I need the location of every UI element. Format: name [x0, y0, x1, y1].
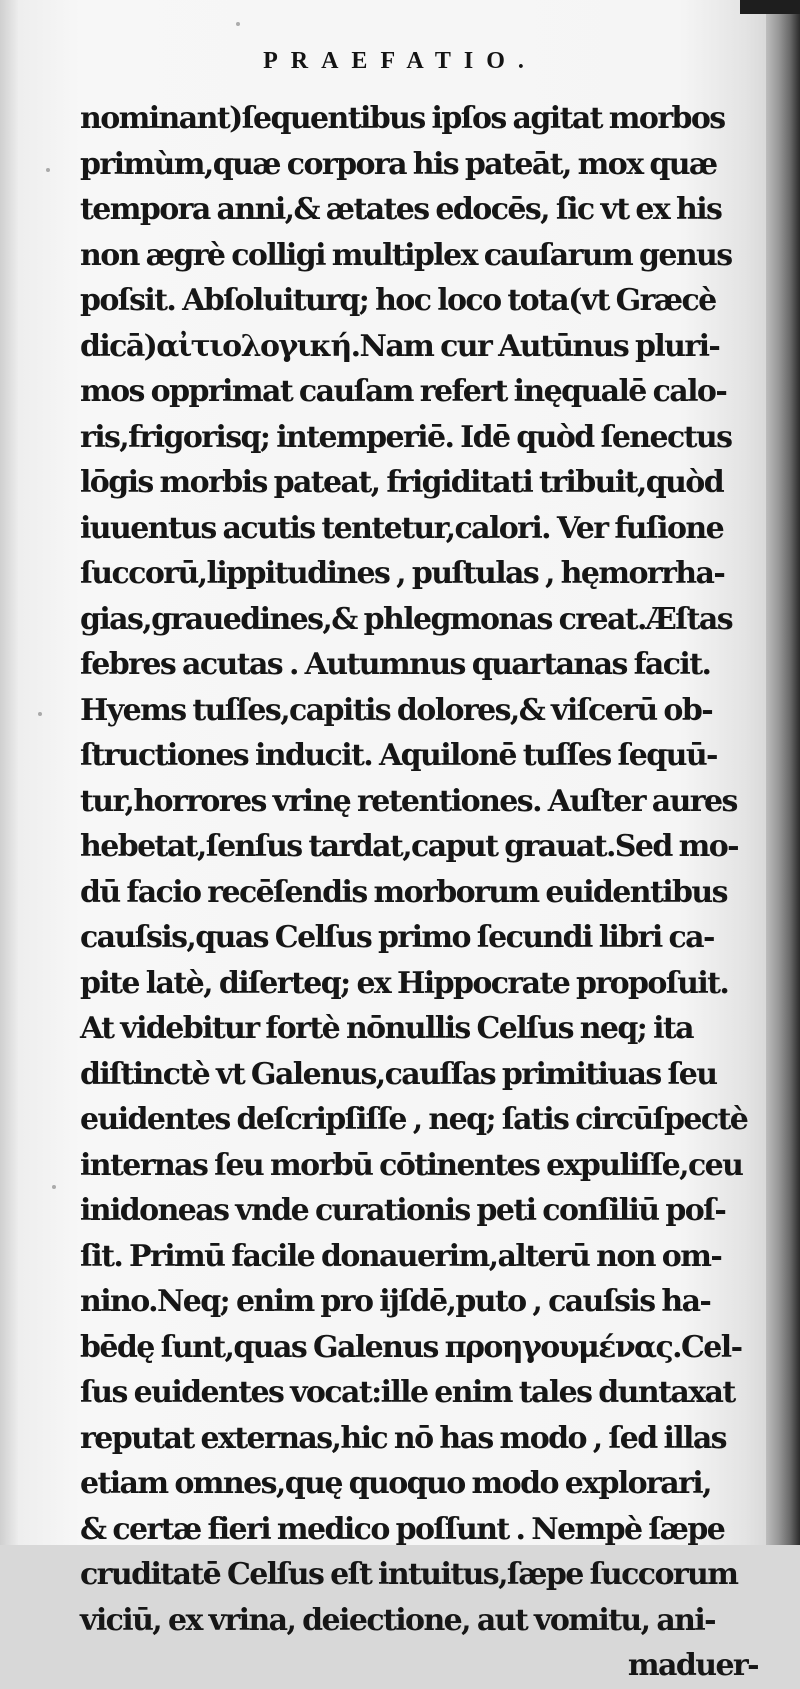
text-line: internas ſeu morbū cōtinentes expuliſſe,ceu [80, 1147, 743, 1183]
ink-speck [236, 22, 240, 26]
book-spine-top [740, 0, 800, 14]
catchword: maduer- [627, 1648, 758, 1683]
text-line: & certæ fieri medico poſſunt . Nempè ſæpe [80, 1511, 725, 1547]
text-line: ſus euidentes vocat:ille enim tales duntaxat [80, 1375, 735, 1410]
text-line: cauſsis,quas Celſus primo ſecundi libri ca- [80, 920, 714, 955]
text-line: ris,frigorisq; intemperiē. Idē quòd ſenectus [80, 419, 732, 455]
text-line: tur,horrores vrinę retentiones. Auſter aures [80, 783, 737, 819]
ink-speck [38, 712, 42, 716]
text-line: cruditatē Celſus eſt intuitus,ſæpe ſuccorum [80, 1557, 738, 1592]
text-line: poſsit. Abſoluiturq; hoc loco tota(vt Græcè [80, 283, 716, 318]
text-line: nominant)ſequentibus ipſos agitat morbos [80, 101, 725, 136]
text-line: etiam omnes,quę quoquo modo explorari, [80, 1466, 711, 1501]
text-line: inidoneas vnde curationis peti conſiliū poſ- [80, 1193, 726, 1228]
text-line: nino.Neq; enim pro ijſdē,puto , cauſsis ha- [80, 1284, 711, 1319]
text-line: tempora anni,& ætates edocēs, ſic vt ex his [80, 192, 722, 227]
text-line: bēdę ſunt,quas Galenus προηγουμένας.Cel- [80, 1329, 742, 1365]
ink-speck [46, 168, 50, 172]
text-line: mos opprimat cauſam refert inęqualē calo- [80, 374, 727, 409]
running-head: PRAEFATIO. [263, 48, 537, 74]
text-line: dicā)αἰτιολογική.Nam cur Autūnus pluri- [80, 328, 720, 364]
text-line: iuuentus acutis tentetur,calori. Ver fuſione [80, 510, 724, 546]
text-line: ſit. Primū facile donauerim,alterū non om- [80, 1238, 722, 1274]
text-line: primùm,quæ corpora his pateāt, mox quæ [80, 146, 717, 182]
text-line: pite latè, diſerteq; ex Hippocrate propoſuit. [80, 965, 729, 1001]
text-line: viciū, ex vrina, deiectione, aut vomitu, ani- [80, 1602, 716, 1638]
text-line: ſuccorū,lippitudines , puſtulas , hęmorrha- [80, 556, 725, 591]
text-line: At videbitur fortè nōnullis Celſus neq; ita [80, 1011, 694, 1046]
text-line: non ægrè colligi multiplex cauſarum genus [80, 237, 732, 273]
text-line: dū facio recēſendis morborum euidentibus [80, 874, 727, 910]
text-line: euidentes deſcripſiſſe , neq; ſatis circūſpectè [80, 1102, 748, 1137]
book-spine-shadow [766, 0, 800, 1545]
text-line: reputat externas,hic nō has modo , ſed illas [80, 1420, 726, 1456]
text-line: gias,grauedines,& phlegmonas creat.Æſtas [80, 601, 733, 637]
text-line: ſtructiones inducit. Aquilonē tuſſes ſequū- [80, 738, 717, 773]
ink-speck [52, 1185, 56, 1189]
page-left-edge [0, 0, 18, 1545]
text-line: Hyems tuſſes,capitis dolores,& viſcerū ob- [80, 692, 713, 728]
body-text [80, 96, 758, 1689]
text-line: febres acutas . Autumnus quartanas facit. [80, 647, 711, 682]
text-line: diſtinctè vt Galenus,cauſſas primitiuas ſeu [80, 1056, 717, 1092]
text-line: hebetat,ſenſus tardat,caput grauat.Sed mo- [80, 829, 738, 864]
text-line: lōgis morbis pateat, frigiditati tribuit,quòd [80, 465, 724, 500]
